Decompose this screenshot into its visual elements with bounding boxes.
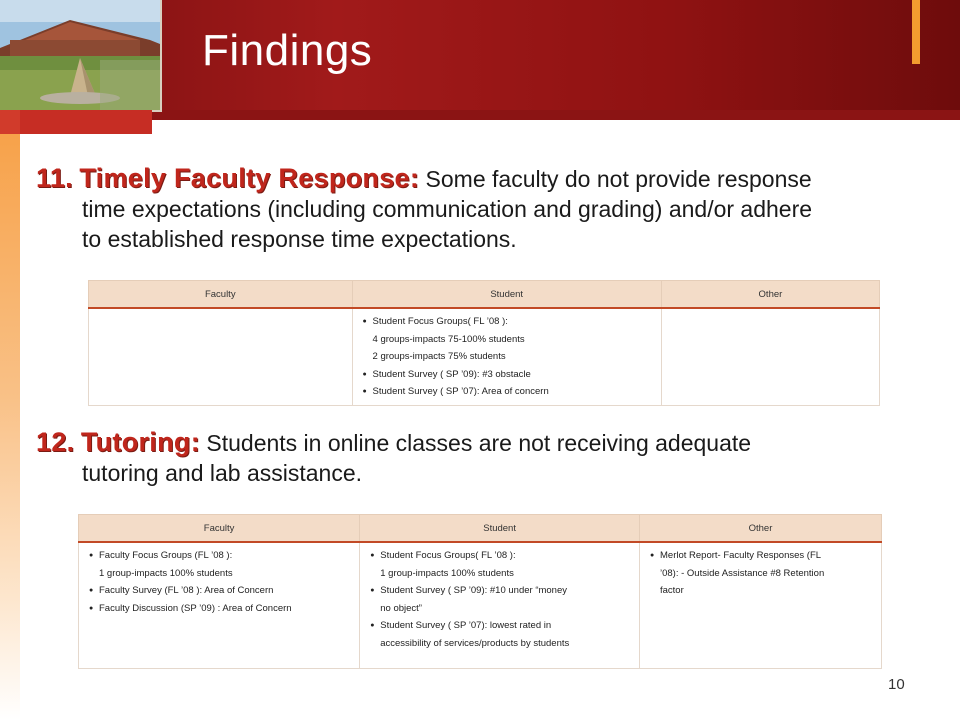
finding-11-heading: Timely Faculty Response:	[79, 163, 420, 193]
finding-12-text-line2: tutoring and lab assistance.	[82, 460, 363, 486]
table2-student-subitem: no object”	[380, 602, 422, 614]
finding-11-text-line2: time expectations (including communication and grading) and/or adhere	[82, 196, 813, 222]
table2-other-subitem: ’08): - Outside Assistance #8 Retention	[660, 567, 825, 579]
finding-11-text-line1: Some faculty do not provide response	[425, 166, 812, 192]
table2-header-student: Student	[360, 515, 640, 543]
finding-11	[36, 163, 948, 254]
table1-student-subitem: 4 groups-impacts 75-100% students	[372, 333, 525, 345]
table2-student-item: ● Student Focus Groups( FL ’08 ): 1 group-impacts 100% students	[370, 547, 631, 582]
table1-cell-student	[352, 308, 661, 405]
finding-11-number: 11.	[36, 163, 73, 193]
table1-student-item: ● Student Survey ( SP ’07): Area of concern	[363, 383, 653, 401]
header-red-block	[20, 110, 152, 134]
table2-other-item: ● Merlot Report- Faculty Responses (FL ’08): - Outside Assistance #8 Retention factor	[650, 547, 873, 600]
table2-header-faculty: Faculty	[79, 515, 360, 543]
finding-12	[36, 427, 948, 488]
left-strip-top	[0, 110, 20, 134]
table1-student-subitem: 2 groups-impacts 75% students	[372, 351, 506, 362]
table1-student-item: ● Student Focus Groups( FL ’08 ): 4 groups-impacts 75-100% students 2 groups-impacts 75% students	[363, 313, 653, 366]
table2-faculty-subitem: 1 group-impacts 100% students	[99, 567, 233, 579]
table1-cell-faculty	[89, 308, 353, 405]
table2-faculty-item: ● Faculty Discussion (SP ’09) : Area of Concern	[89, 600, 351, 618]
slide-title: Findings	[202, 26, 373, 75]
finding-12-number: 12.	[36, 427, 75, 457]
table2-student-subitem: 1 group-impacts 100% students	[380, 567, 514, 579]
findings-table-2	[78, 514, 882, 669]
table1-cell-other	[661, 308, 879, 405]
table2-faculty-item: ● Faculty Focus Groups (FL ’08 ): 1 group-impacts 100% students	[89, 547, 351, 582]
table2-other-subitem: factor	[660, 585, 684, 596]
table2-faculty-item: ● Faculty Survey (FL ’08 ): Area of Concern	[89, 582, 351, 600]
page-number: 10	[888, 676, 905, 693]
finding-11-text-line3: to established response time expectations.	[82, 226, 517, 252]
table2-student-subitem: accessibility of services/products by students	[380, 637, 570, 649]
table1-header-faculty: Faculty	[89, 281, 353, 309]
table2-cell-student	[360, 542, 640, 668]
table2-cell-faculty	[79, 542, 360, 668]
table1-student-item: ● Student Survey ( SP ’09): #3 obstacle	[363, 366, 653, 384]
header-underline	[150, 110, 960, 120]
table2-student-item: ● Student Survey ( SP ’07): lowest rated in accessibility of services/products by students	[370, 617, 631, 652]
orange-accent-bar	[912, 0, 920, 64]
findings-table-1	[88, 280, 880, 406]
finding-12-heading: Tutoring:	[80, 427, 200, 457]
table2-student-item: ● Student Survey ( SP ’09): #10 under “money no object”	[370, 582, 631, 617]
table1-header-other: Other	[661, 281, 879, 309]
campus-photo	[0, 0, 162, 112]
left-orange-gradient-strip	[0, 134, 20, 720]
table1-header-student: Student	[352, 281, 661, 309]
finding-12-text-line1: Students in online classes are not receiving adequate	[206, 430, 752, 456]
table2-cell-other	[640, 542, 882, 668]
table2-header-other: Other	[640, 515, 882, 543]
